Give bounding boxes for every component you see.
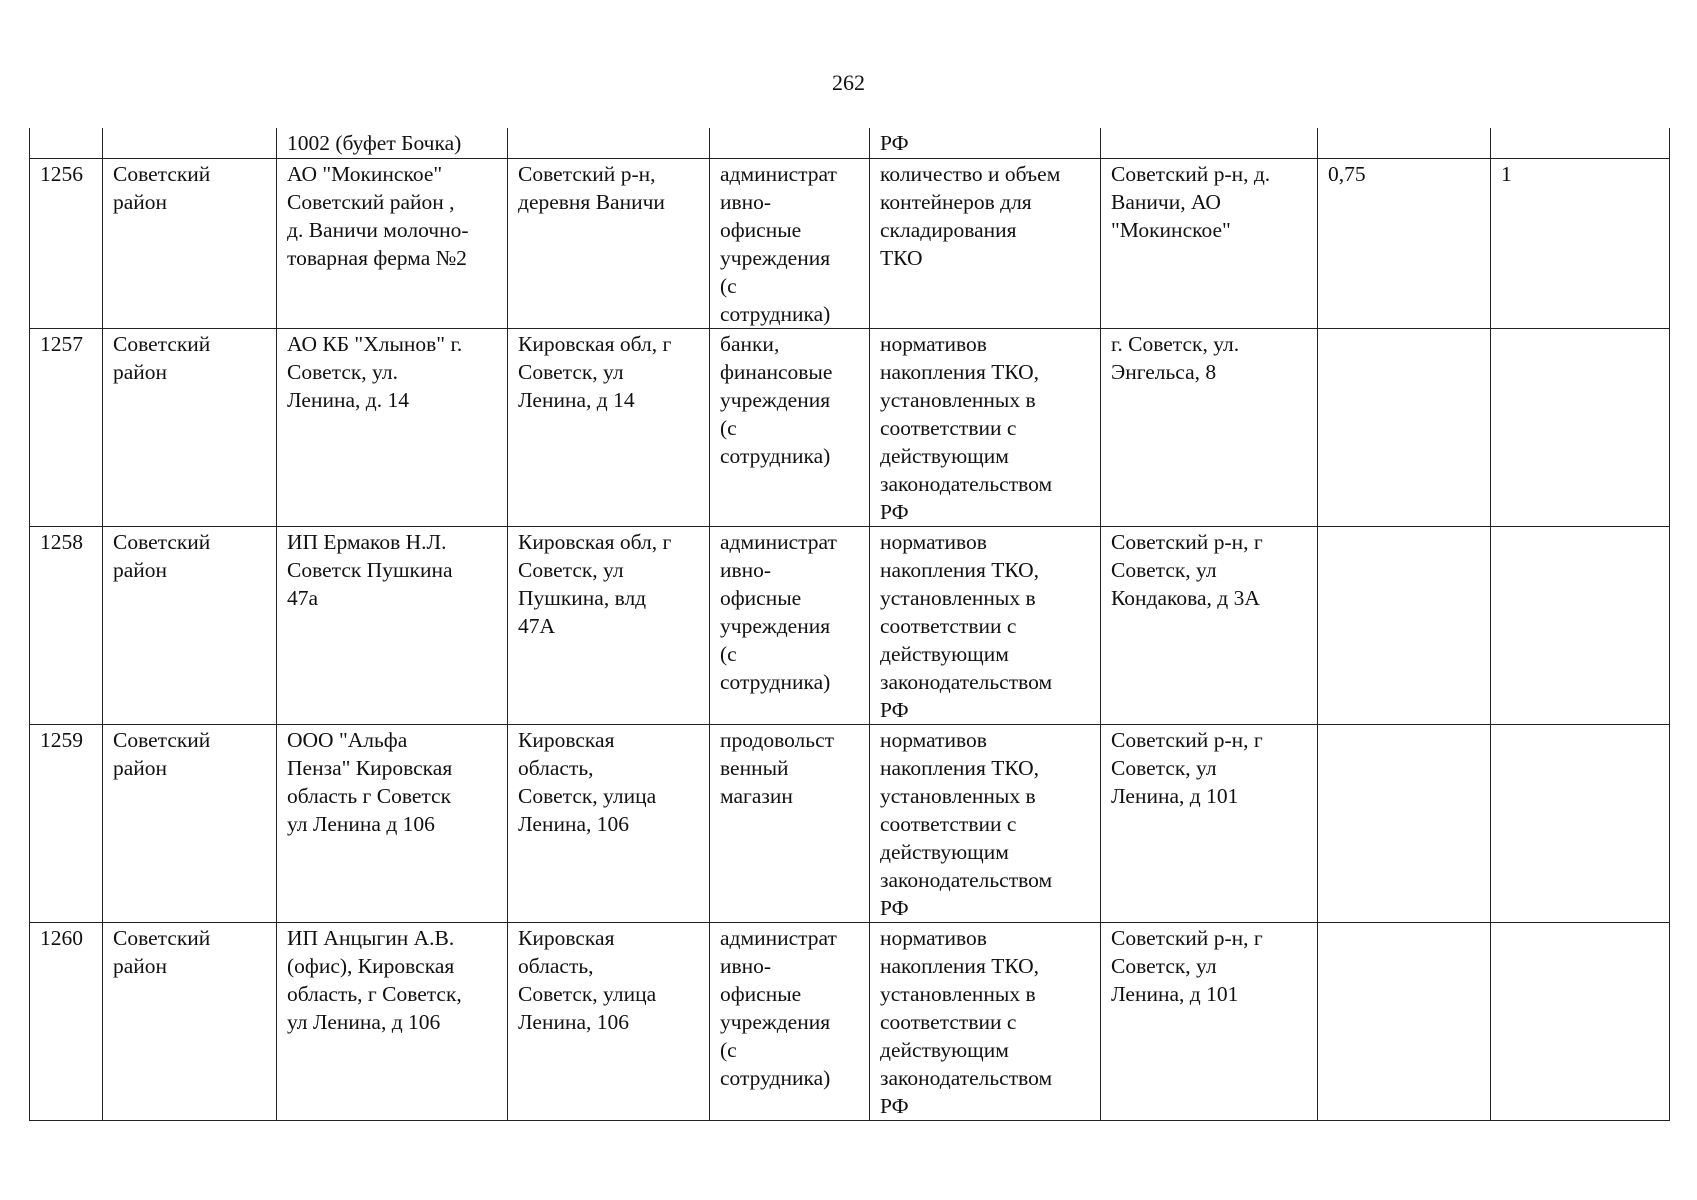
- row-number: 1256: [30, 159, 103, 329]
- collection-site-cell: Советский р-н, г Советск, ул Кондакова, д 3А: [1101, 527, 1318, 725]
- calculation-basis-cell: нормативов накопления ТКО, установленных в соответствии с действующим законодательством РФ: [870, 329, 1101, 527]
- calculation-basis-cell: нормативов накопления ТКО, установленных в соответствии с действующим законодательством РФ: [870, 725, 1101, 923]
- collection-site-cell: Советский р-н, г Советск, ул Ленина, д 101: [1101, 725, 1318, 923]
- organization-cell: ООО "Альфа Пенза" Кировская область г Советск ул Ленина д 106: [277, 725, 508, 923]
- row-number: 1259: [30, 725, 103, 923]
- calculation-basis-cell: нормативов накопления ТКО, установленных в соответствии с действующим законодательством РФ: [870, 923, 1101, 1121]
- container-volume-cell: [1318, 329, 1491, 527]
- table-cell: [710, 128, 870, 159]
- page-number: 262: [832, 70, 865, 95]
- calculation-basis-cell: нормативов накопления ТКО, установленных в соответствии с действующим законодательством РФ: [870, 527, 1101, 725]
- row-number: 1257: [30, 329, 103, 527]
- table-row: [30, 329, 1670, 527]
- table-row: [30, 527, 1670, 725]
- district-cell: Советский район: [103, 159, 277, 329]
- data-table: [29, 128, 1670, 1121]
- collection-site-cell: г. Советск, ул. Энгельса, 8: [1101, 329, 1318, 527]
- district-cell: Советский район: [103, 329, 277, 527]
- table-cell: [30, 128, 103, 159]
- table-cell: [1491, 128, 1670, 159]
- organization-cell: АО "Мокинское" Советский район , д. Ваничи молочно- товарная ферма №2: [277, 159, 508, 329]
- collection-site-cell: Советский р-н, д. Ваничи, АО "Мокинское": [1101, 159, 1318, 329]
- organization-cell: ИП Ермаков Н.Л. Советск Пушкина 47а: [277, 527, 508, 725]
- object-type-cell: банки, финансовые учреждения (с сотрудника): [710, 329, 870, 527]
- container-volume-cell: [1318, 725, 1491, 923]
- table-continuation-row: [30, 128, 1670, 159]
- container-volume-cell: [1318, 923, 1491, 1121]
- address-cell: Советский р-н, деревня Ваничи: [508, 159, 710, 329]
- address-cell: Кировская область, Советск, улица Ленина, 106: [508, 725, 710, 923]
- table-cell: [1101, 128, 1318, 159]
- object-type-cell: администрат ивно- офисные учреждения (с сотрудника): [710, 527, 870, 725]
- container-volume-cell: 0,75: [1318, 159, 1491, 329]
- address-cell: Кировская обл, г Советск, ул Ленина, д 14: [508, 329, 710, 527]
- container-count-cell: [1491, 923, 1670, 1121]
- table-cell: [103, 128, 277, 159]
- table-cell: [1318, 128, 1491, 159]
- container-count-cell: [1491, 527, 1670, 725]
- district-cell: Советский район: [103, 923, 277, 1121]
- table-row: [30, 923, 1670, 1121]
- collection-site-cell: Советский р-н, г Советск, ул Ленина, д 101: [1101, 923, 1318, 1121]
- district-cell: Советский район: [103, 725, 277, 923]
- object-type-cell: продовольст венный магазин: [710, 725, 870, 923]
- calculation-basis-cell: количество и объем контейнеров для складирования ТКО: [870, 159, 1101, 329]
- table-cell: 1002 (буфет Бочка): [277, 128, 508, 159]
- table-cell: РФ: [870, 128, 1101, 159]
- table-row: [30, 159, 1670, 329]
- table-cell: [508, 128, 710, 159]
- container-volume-cell: [1318, 527, 1491, 725]
- container-count-cell: [1491, 725, 1670, 923]
- object-type-cell: администрат ивно- офисные учреждения (с сотрудника): [710, 159, 870, 329]
- object-type-cell: администрат ивно- офисные учреждения (с сотрудника): [710, 923, 870, 1121]
- container-count-cell: [1491, 329, 1670, 527]
- organization-cell: ИП Анцыгин А.В. (офис), Кировская область, г Советск, ул Ленина, д 106: [277, 923, 508, 1121]
- organization-cell: АО КБ "Хлынов" г. Советск, ул. Ленина, д. 14: [277, 329, 508, 527]
- row-number: 1260: [30, 923, 103, 1121]
- container-count-cell: 1: [1491, 159, 1670, 329]
- district-cell: Советский район: [103, 527, 277, 725]
- table-row: [30, 725, 1670, 923]
- address-cell: Кировская область, Советск, улица Ленина, 106: [508, 923, 710, 1121]
- address-cell: Кировская обл, г Советск, ул Пушкина, влд 47А: [508, 527, 710, 725]
- row-number: 1258: [30, 527, 103, 725]
